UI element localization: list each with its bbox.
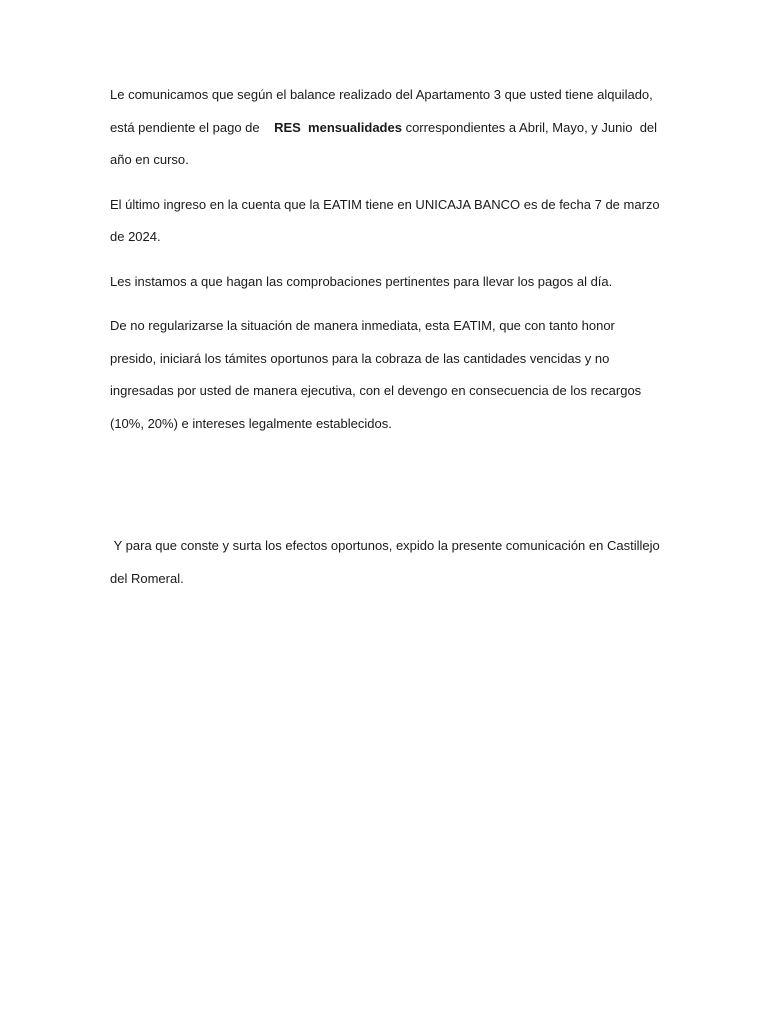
text-line: De no regularizarse la situación de manera inmediata, esta EATIM, que con tanto honor	[110, 318, 615, 333]
text-line: (10%, 20%) e intereses legalmente establecidos.	[110, 415, 392, 431]
paragraph-closing	[110, 530, 670, 595]
paragraph-balance-notice	[110, 79, 670, 177]
text-line: ingresadas por usted de manera ejecutiva, con el devengo en consecuencia de los recargos	[110, 383, 642, 398]
paragraph-request	[110, 266, 670, 299]
text-line: Le comunicamos que según el balance realizado del Apartamento 3 que usted tiene alquilado,	[110, 87, 653, 102]
text-line: Y para que conste y surta los efectos oportunos, expido la presente comunicación en Castillejo	[110, 538, 660, 553]
text-line: del Romeral.	[110, 570, 184, 586]
text-line: de 2024.	[110, 229, 161, 244]
text-line-bold: RES mensualidades	[274, 119, 402, 135]
text-line: correspondientes a Abril, Mayo, y Junio del	[401, 119, 658, 135]
text-line: El último ingreso en la cuenta que la EATIM tiene en UNICAJA BANCO es de fecha 7 de marzo	[110, 196, 660, 212]
paragraph-last-payment	[110, 189, 670, 254]
document-body	[110, 79, 670, 595]
text-line: año en curso.	[110, 152, 189, 167]
paragraph-warning	[110, 310, 670, 440]
text-line: Les instamos a que hagan las comprobaciones pertinentes para llevar los pagos al día.	[110, 273, 613, 289]
text-line: está pendiente el pago de	[110, 119, 275, 135]
text-line: presido, iniciará los támites oportunos para la cobraza de las cantidades vencidas y no	[110, 350, 610, 366]
